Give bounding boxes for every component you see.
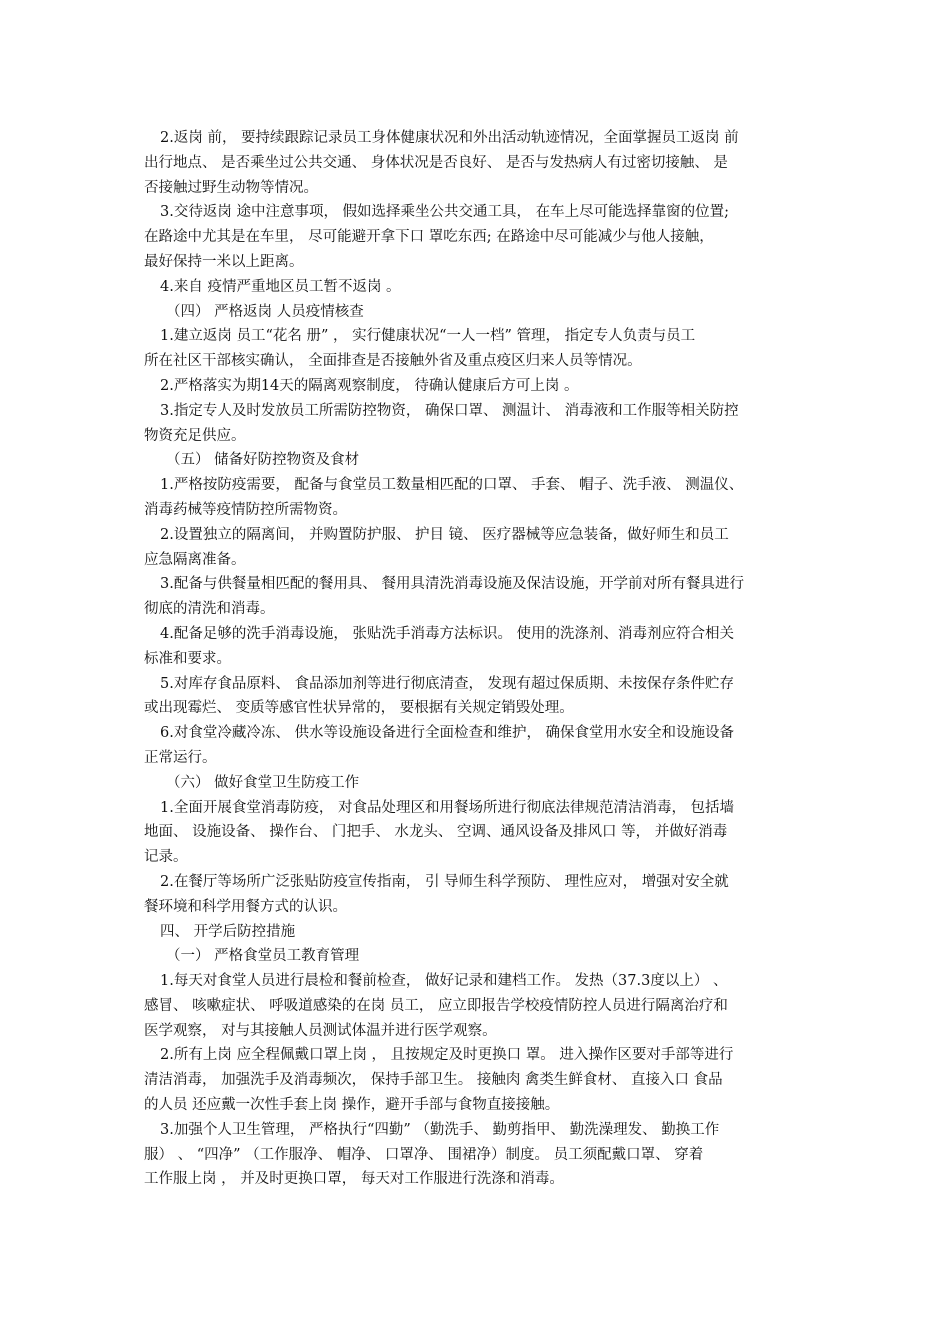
text-line: 清洁消毒， 加强洗手及消毒频次， 保持手部卫生。 接触肉 禽类生鲜食材、 直接入口 食品	[144, 1072, 723, 1089]
text-line: 1.建立返岗 员工“花名 册” ， 实行健康状况“一人一档” 管理， 指定专人负责与员工	[160, 328, 696, 345]
text-line: 2.在餐厅等场所广泛张贴防疫宣传指南， 引 导师生科学预防、 理性应对， 增强对安全就	[160, 873, 729, 890]
section-heading: （六） 做好食堂卫生防疫工作	[166, 774, 360, 791]
text-line: 1.全面开展食堂消毒防疫， 对食品处理区和用餐场所进行彻底法律规范清洁消毒， 包括墙	[160, 799, 735, 816]
text-line: 工作服上岗 ， 并及时更换口罩， 每天对工作服进行洗涤和消毒。	[144, 1171, 564, 1188]
text-line: 6.对食堂冷藏冷冻、 供水等设施设备进行全面检查和维护， 确保食堂用水安全和设施设备	[160, 725, 735, 742]
text-line: 4.配备足够的洗手消毒设施， 张贴洗手消毒方法标识。 使用的洗涤剂、消毒剂应符合相关	[160, 625, 735, 642]
text-line: 或出现霉烂、 变质等感官性状异常的， 要根据有关规定销毁处理。	[144, 700, 574, 717]
section-heading: （五） 储备好防控物资及食材	[166, 452, 360, 469]
text-line: 地面、 设施设备、 操作台、 门把手、 水龙头、 空调、通风设备及排风口 等， 并做好消毒	[144, 824, 728, 841]
text-line: 的人员 还应戴一次性手套上岗 操作，避开手部与食物直接接触。	[144, 1097, 560, 1114]
text-line: 3.指定专人及时发放员工所需防控物资， 确保口罩、 测温计、 消毒液和工作服等相关防控	[160, 402, 739, 419]
text-line: 餐环境和科学用餐方式的认识。	[144, 898, 347, 915]
text-line: 四、 开学后防控措施	[160, 923, 296, 940]
text-line: 彻底的清洗和消毒。	[144, 601, 275, 618]
text-line: 2.所有上岗 应全程佩戴口罩上岗 ， 且按规定及时更换口 罩。 进入操作区要对手部等进行	[160, 1047, 734, 1064]
text-line: 医学观察， 对与其接触人员测试体温并进行医学观察。	[144, 1022, 497, 1039]
text-line: 感冒、 咳嗽症状、 呼吸道感染的在岗 员工， 应立即报告学校疫情防控人员进行隔离治疗和	[144, 997, 728, 1014]
text-line: 所在社区干部核实确认， 全面排查是否接触外省及重点疫区归来人员等情况。	[144, 353, 642, 370]
text-line: 正常运行。	[144, 749, 217, 766]
text-line: 4.来自 疫情严重地区员工暂不返岗 。	[160, 278, 401, 295]
text-line: 1.严格按防疫需要， 配备与食堂员工数量相匹配的口罩、 手套、 帽子、洗手液、 测温仪、	[160, 477, 744, 494]
text-line: 3.交待返岗 途中注意事项， 假如选择乘坐公共交通工具， 在车上尽可能选择靠窗的位置;	[160, 204, 730, 221]
text-line: 服） 、 “四净” （工作服净、 帽净、 口罩净、 围裙净）制度。 员工须配戴口罩、 穿着	[144, 1146, 704, 1163]
text-line: 应急隔离准备。	[144, 551, 246, 568]
document-body	[144, 126, 812, 1192]
text-line: 3.配备与供餐量相匹配的餐用具、 餐用具清洗消毒设施及保洁设施，开学前对所有餐具进行	[160, 576, 744, 593]
text-line: 物资充足供应。	[144, 427, 246, 444]
text-line: 记录。	[144, 849, 188, 866]
text-line: 1.每天对食堂人员进行晨检和餐前检查， 做好记录和建档工作。 发热（37.3度以上） 、	[160, 973, 728, 990]
text-line: 标准和要求。	[144, 650, 231, 667]
text-line: 消毒药械等疫情防控所需物资。	[144, 501, 347, 518]
text-line: 最好保持一米以上距离。	[144, 253, 304, 270]
section-heading: （一） 严格食堂员工教育管理	[166, 948, 360, 965]
text-line: 3.加强个人卫生管理， 严格执行“四勤” （勤洗手、 勤剪指甲、 勤洗澡理发、 勤换工作	[160, 1121, 720, 1138]
text-line: 2.设置独立的隔离间， 并购置防护服、 护目 镜、 医疗器械等应急装备，做好师生和员工	[160, 526, 729, 543]
section-heading: （四） 严格返岗 人员疫情核查	[166, 303, 364, 320]
text-line: 2.返岗 前， 要持续跟踪记录员工身体健康状况和外出活动轨迹情况，全面掌握员工返岗 前	[160, 130, 739, 146]
text-line: 5.对库存食品原料、 食品添加剂等进行彻底清查， 发现有超过保质期、未按保存条件贮存	[160, 675, 735, 692]
text-line: 否接触过野生动物等情况。	[144, 179, 318, 196]
text-line: 在路途中尤其是在车里， 尽可能避开拿下口 罩吃东西; 在路途中尽可能减少与他人接触，	[144, 229, 714, 246]
text-line: 出行地点、 是否乘坐过公共交通、 身体状况是否良好、 是否与发热病人有过密切接触、 是	[144, 154, 728, 171]
text-line: 2.严格落实为期14天的隔离观察制度， 待确认健康后方可上岗 。	[160, 377, 579, 394]
